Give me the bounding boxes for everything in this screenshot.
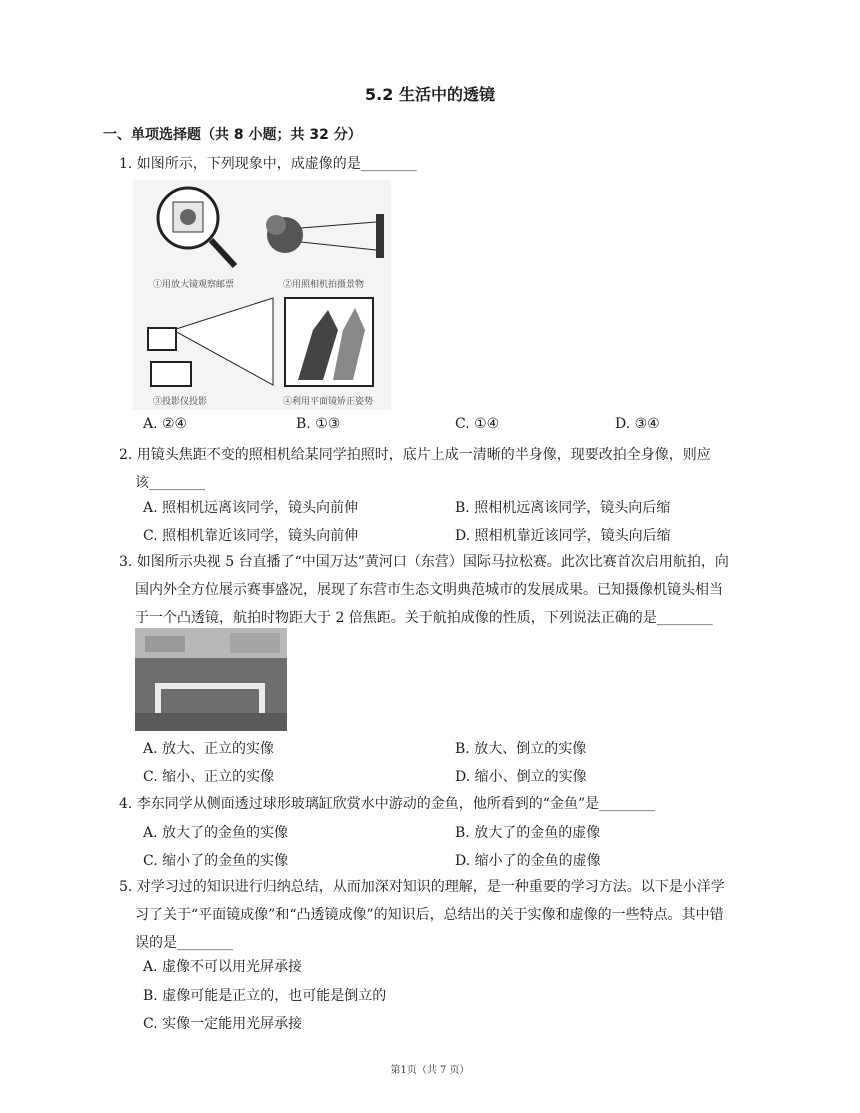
figure-caption-1: ①用放大镜观察邮票 [153,280,235,290]
page-footer: 第1页（共 7 页） [390,1065,470,1076]
q2-option-b: B. 照相机远离该同学，镜头向后缩 [455,500,671,516]
q3-option-a: A. 放大、正立的实像 [143,741,275,757]
lens-phenomena-illustration [133,180,391,410]
question-5-line-3: 误的是________ [135,935,233,951]
q1-option-a: A. ②④ [143,416,188,432]
q3-option-b: B. 放大、倒立的实像 [455,741,587,757]
q5-option-a: A. 虚像不可以用光屏承接 [143,959,303,975]
q2-option-d: D. 照相机靠近该同学，镜头向后缩 [455,528,671,544]
q4-option-c: C. 缩小了的金鱼的实像 [143,853,289,869]
question-3-line-1: 3. 如图所示央视 5 台直播了“中国万达”黄河口（东营）国际马拉松赛。此次比赛首次启用航拍，向 [119,554,729,570]
question-3-line-2: 国内外全方位展示赛事盛况，展现了东营市生态文明典范城市的发展成果。已知摄像机镜头相当 [135,582,723,598]
q4-option-b: B. 放大了的金鱼的虚像 [455,825,601,841]
question-2-line-1: 2. 用镜头焦距不变的照相机给某同学拍照时，底片上成一清晰的半身像，现要改拍全身像，则应 [119,447,711,463]
q4-option-a: A. 放大了的金鱼的实像 [143,825,289,841]
q1-option-d: D. ③④ [615,416,660,432]
question-4-stem: 4. 李东同学从侧面透过球形玻璃缸欣赏水中游动的金鱼，他所看到的“金鱼”是________ [119,796,656,812]
q2-option-a: A. 照相机远离该同学，镜头向前伸 [143,500,359,516]
question-5-line-1: 5. 对学习过的知识进行归纳总结，从而加深对知识的理解，是一种重要的学习方法。以下是小洋学 [119,879,725,895]
q1-option-b: B. ①③ [296,416,341,432]
marathon-aerial-photo [135,628,287,731]
question-1-figure [133,180,391,410]
figure-caption-4: ④利用平面镜矫正姿势 [283,397,374,407]
q1-option-c: C. ①④ [455,416,500,432]
figure-caption-3: ③投影仪投影 [153,397,208,407]
question-2-line-2: 该________ [135,475,205,491]
q3-option-d: D. 缩小、倒立的实像 [455,769,587,785]
q5-option-b: B. 虚像可能是正立的，也可能是倒立的 [143,988,387,1004]
q5-option-c: C. 实像一定能用光屏承接 [143,1016,303,1032]
marathon-photo-image [135,628,287,731]
question-5-line-2: 习了关于“平面镜成像”和“凸透镜成像”的知识后，总结出的关于实像和虚像的一些特点。其中错 [135,907,724,923]
section-heading: 一、单项选择题（共 8 小题；共 32 分） [103,127,362,143]
question-1-stem: 1. 如图所示，下列现象中，成虚像的是________ [119,156,417,172]
q4-option-d: D. 缩小了的金鱼的虚像 [455,853,601,869]
question-3-line-3: 于一个凸透镜，航拍时物距大于 2 倍焦距。关于航拍成像的性质，下列说法正确的是________ [135,610,713,626]
page-title: 5.2 生活中的透镜 [365,85,495,104]
q2-option-c: C. 照相机靠近该同学，镜头向前伸 [143,528,359,544]
q3-option-c: C. 缩小、正立的实像 [143,769,275,785]
figure-caption-2: ②用照相机拍摄景物 [283,280,365,290]
